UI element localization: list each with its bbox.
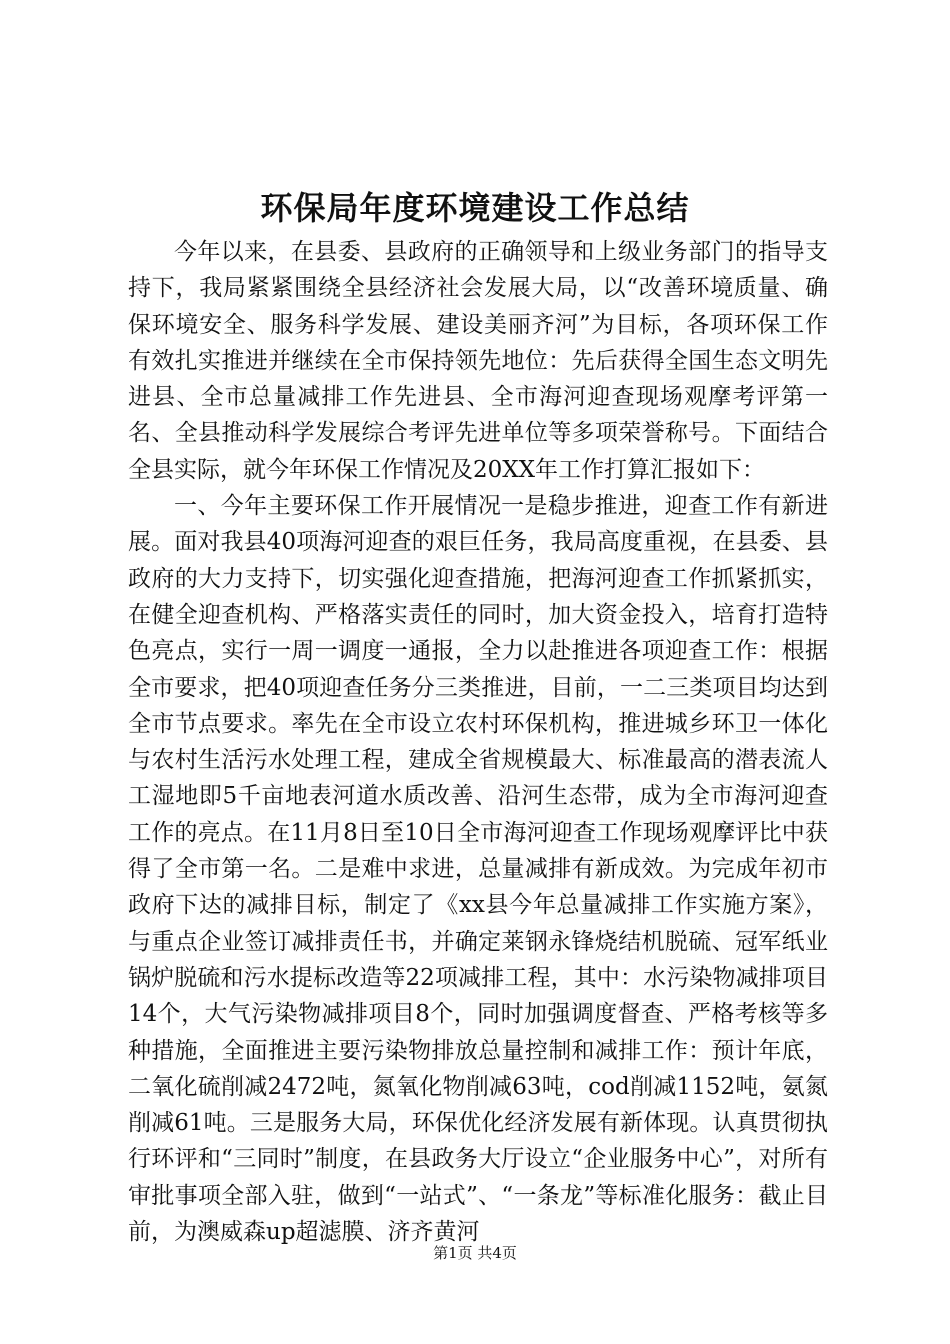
paragraph-section-one: 一、今年主要环保工作开展情况一是稳步推进，迎查工作有新进展。面对我县40项海河迎查的艰巨任务，我局高度重视，在县委、县政府的大力支持下，切实强化迎查措施，把海河迎查工作抓紧抓实，在健全迎查机构、严格落实责任的同时，加大资金投入，培育打造特色亮点，实行一周一调度一通报，全力以赴推进各项迎查工作：根据全市要求，把40项迎查任务分三类推进，目前，一二三类项目均达到全市节点要求。率先在全市设立农村环保机构，推进城乡环卫一体化与农村生活污水处理工程，建成全省规模最大、标准最高的潜表流人工湿地即5千亩地表河道水质改善、沿河生态带，成为全市海河迎查工作的亮点。在11月8日至10日全市海河迎查工作现场观摩评比中获得了全市第一名。二是难中求进，总量减排有新成效。为完成年初市政府下达的减排目标，制定了《xx县今年总量减排工作实施方案》，与重点企业签订减排责任书，并确定莱钢永锋烧结机脱硫、冠军纸业锅炉脱硫和污水提标改造等22项减排工程，其中：水污染物减排项目14个，大气污染物减排项目8个，同时加强调度督查、严格考核等多种措施，全面推进主要污染物排放总量控制和减排工作：预计年底，二氧化硫削减2472吨，氮氧化物削减63吨，cod削减1152吨，氨氮削减61吨。三是服务大局，环保优化经济发展有新体现。认真贯彻执行环评和“三同时”制度，在县政务大厅设立“企业服务中心”，对所有审批事项全部入驻，做到“一站式”、“一条龙”等标准化服务：截止目前，为澳威森up超滤膜、济齐黄河 bbox=[128, 493, 828, 1246]
document-title: 环保局年度环境建设工作总结 bbox=[260, 189, 690, 227]
paragraph-intro: 今年以来，在县委、县政府的正确领导和上级业务部门的指导支持下，我局紧紧围绕全县经济社会发展大局，以“改善环境质量、确保环境安全、服务科学发展、建设美丽齐河”为目标，各项环保工作有效扎实推进并继续在全市保持领先地位：先后获得全国生态文明先进县、全市总量减排工作先进县、全市海河迎查现场观摩考评第一名、全县推动科学发展综合考评先进单位等多项荣誉称号。下面结合全县实际，就今年环保工作情况及20XX年工作打算汇报如下： bbox=[128, 239, 828, 483]
document-body bbox=[128, 234, 828, 1250]
page-number-footer: 第1页 共4页 bbox=[433, 1244, 517, 1262]
